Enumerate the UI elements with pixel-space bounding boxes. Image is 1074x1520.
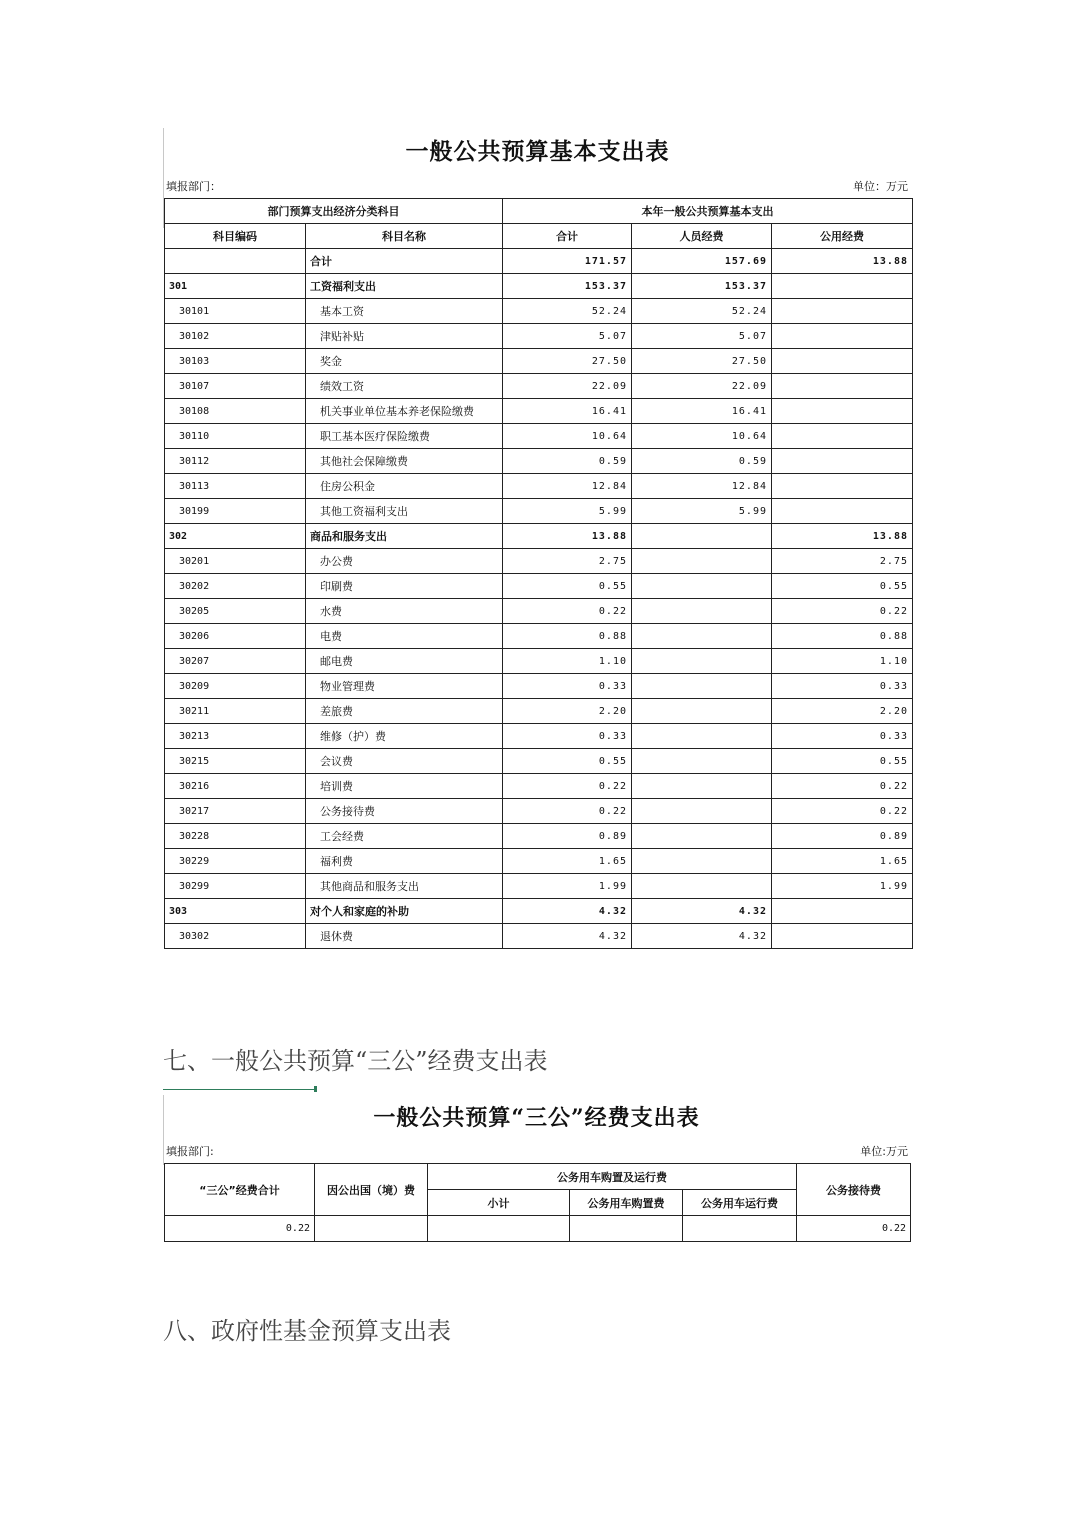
table-row (165, 549, 913, 574)
cell-total: 0.89 (503, 824, 632, 849)
cell-name: 其他商品和服务支出 (306, 874, 503, 899)
cell-personnel: 52.24 (632, 299, 772, 324)
cell-total: 1.65 (503, 849, 632, 874)
cell-total: 0.22 (503, 599, 632, 624)
cell-code: 30215 (165, 749, 306, 774)
table-row (165, 849, 913, 874)
table-row (165, 749, 913, 774)
cell-public: 0.22 (772, 599, 913, 624)
cell-total: 2.75 (503, 549, 632, 574)
header-economic-classification: 部门预算支出经济分类科目 (165, 199, 503, 224)
cell-total: 0.22 (503, 799, 632, 824)
cell-name: 培训费 (306, 774, 503, 799)
cell-public: 0.22 (772, 799, 913, 824)
cell-total: 0.59 (503, 449, 632, 474)
cell-name: 福利费 (306, 849, 503, 874)
cell-name: 会议费 (306, 749, 503, 774)
cell-name: 基本工资 (306, 299, 503, 324)
cell-name: 职工基本医疗保险缴费 (306, 424, 503, 449)
table-row (165, 399, 913, 424)
cell-code: 30211 (165, 699, 306, 724)
cell-public: 0.55 (772, 749, 913, 774)
cell-code: 30199 (165, 499, 306, 524)
cell-code: 302 (165, 524, 306, 549)
cell-personnel: 16.41 (632, 399, 772, 424)
cell-name: 工资福利支出 (306, 274, 503, 299)
three-public-expenses-table (164, 1163, 911, 1242)
cell-total: 2.20 (503, 699, 632, 724)
cell-total: 5.99 (503, 499, 632, 524)
cell-code: 30213 (165, 724, 306, 749)
cell-code: 30112 (165, 449, 306, 474)
table-row (165, 249, 913, 274)
cell-public (772, 449, 913, 474)
cell-public (772, 899, 913, 924)
table1-unit-label: 单位：万元 (853, 180, 908, 193)
table-row (165, 924, 913, 949)
cell-public (772, 924, 913, 949)
cell-reception: 0.22 (797, 1216, 911, 1242)
table2-title: 一般公共预算“三公”经费支出表 (373, 1105, 700, 1131)
cell-total: 16.41 (503, 399, 632, 424)
cell-personnel (632, 724, 772, 749)
cell-public: 1.10 (772, 649, 913, 674)
cell-total: 5.07 (503, 324, 632, 349)
cell-total: 0.33 (503, 674, 632, 699)
cell-personnel (632, 824, 772, 849)
col-header-vehicle-operation: 公务用车运行费 (683, 1190, 797, 1216)
cell-personnel (632, 799, 772, 824)
cell-public (772, 349, 913, 374)
cell-personnel: 10.64 (632, 424, 772, 449)
cell-public: 0.89 (772, 824, 913, 849)
cell-total: 1.99 (503, 874, 632, 899)
cell-total: 52.24 (503, 299, 632, 324)
table-row (165, 349, 913, 374)
cell-name: 对个人和家庭的补助 (306, 899, 503, 924)
table-row (165, 324, 913, 349)
cell-name: 奖金 (306, 349, 503, 374)
cell-code: 30299 (165, 874, 306, 899)
table-row (165, 374, 913, 399)
cell-public: 0.33 (772, 724, 913, 749)
cell-name: 商品和服务支出 (306, 524, 503, 549)
cell-code: 30102 (165, 324, 306, 349)
cell-personnel: 12.84 (632, 474, 772, 499)
table2-unit-label: 单位:万元 (860, 1145, 908, 1158)
cell-public (772, 299, 913, 324)
cell-total: 10.64 (503, 424, 632, 449)
cell-public (772, 499, 913, 524)
cell-public: 0.88 (772, 624, 913, 649)
section8-heading: 八、政府性基金预算支出表 (163, 1317, 451, 1345)
table-row (165, 449, 913, 474)
col-header-three-public-total: “三公”经费合计 (165, 1164, 315, 1216)
cell-name: 退休费 (306, 924, 503, 949)
col-header-code: 科目编码 (165, 224, 306, 249)
cell-total: 4.32 (503, 899, 632, 924)
cell-code: 30113 (165, 474, 306, 499)
cell-code: 30205 (165, 599, 306, 624)
cell-personnel: 5.07 (632, 324, 772, 349)
cell-name: 物业管理费 (306, 674, 503, 699)
cell-code: 30108 (165, 399, 306, 424)
table-row (165, 874, 913, 899)
cell-code: 30217 (165, 799, 306, 824)
cell-total: 4.32 (503, 924, 632, 949)
cell-name: 机关事业单位基本养老保险缴费 (306, 399, 503, 424)
cell-personnel (632, 699, 772, 724)
cell-public: 13.88 (772, 524, 913, 549)
cell-personnel: 27.50 (632, 349, 772, 374)
cell-name: 水费 (306, 599, 503, 624)
cell-personnel (632, 674, 772, 699)
cell-public: 0.22 (772, 774, 913, 799)
cell-code: 301 (165, 274, 306, 299)
cell-code: 30201 (165, 549, 306, 574)
cell-total: 0.88 (503, 624, 632, 649)
table-row (165, 274, 913, 299)
cell-code: 30103 (165, 349, 306, 374)
cell-personnel: 4.32 (632, 924, 772, 949)
cell-vehicle-purchase (570, 1216, 683, 1242)
header-basic-expenditure: 本年一般公共预算基本支出 (503, 199, 913, 224)
cell-personnel (632, 874, 772, 899)
table2-dept-label: 填报部门: (166, 1145, 214, 1158)
cell-code: 30216 (165, 774, 306, 799)
cell-total: 1.10 (503, 649, 632, 674)
cell-public (772, 424, 913, 449)
cell-personnel (632, 849, 772, 874)
table-row (165, 699, 913, 724)
cell-subtotal (428, 1216, 570, 1242)
table-row (165, 649, 913, 674)
cell-public (772, 324, 913, 349)
cell-public: 0.33 (772, 674, 913, 699)
cell-public: 2.75 (772, 549, 913, 574)
cell-name: 住房公积金 (306, 474, 503, 499)
cell-code: 30209 (165, 674, 306, 699)
table-row (165, 799, 913, 824)
cell-total: 13.88 (503, 524, 632, 549)
cell-total: 0.22 (503, 774, 632, 799)
cell-personnel: 4.32 (632, 899, 772, 924)
cell-name: 工会经费 (306, 824, 503, 849)
cell-public: 13.88 (772, 249, 913, 274)
cell-code: 30207 (165, 649, 306, 674)
cell-total: 0.55 (503, 749, 632, 774)
section-rule (163, 1089, 315, 1090)
section7-heading: 七、一般公共预算“三公”经费支出表 (163, 1047, 548, 1075)
cell-total: 0.55 (503, 574, 632, 599)
cell-public (772, 399, 913, 424)
cell-personnel (632, 774, 772, 799)
col-header-vehicle-group: 公务用车购置及运行费 (428, 1164, 797, 1190)
table-row (165, 574, 913, 599)
table-row (165, 824, 913, 849)
table1-title: 一般公共预算基本支出表 (405, 138, 670, 165)
col-header-personnel: 人员经费 (632, 224, 772, 249)
cell-personnel: 0.59 (632, 449, 772, 474)
col-header-name: 科目名称 (306, 224, 503, 249)
table-row (165, 499, 913, 524)
table-row (165, 474, 913, 499)
cell-public: 0.55 (772, 574, 913, 599)
table-row (165, 599, 913, 624)
cell-name: 印刷费 (306, 574, 503, 599)
table-row (165, 774, 913, 799)
cell-total: 153.37 (503, 274, 632, 299)
cell-public: 2.20 (772, 699, 913, 724)
cell-name: 津贴补贴 (306, 324, 503, 349)
cell-personnel (632, 549, 772, 574)
cell-name: 合计 (306, 249, 503, 274)
table-row (165, 624, 913, 649)
table-row (165, 724, 913, 749)
cell-total: 0.33 (503, 724, 632, 749)
cell-name: 邮电费 (306, 649, 503, 674)
cell-public (772, 274, 913, 299)
cell-total: 22.09 (503, 374, 632, 399)
cell-code: 30101 (165, 299, 306, 324)
cell-code (165, 249, 306, 274)
cell-code: 30228 (165, 824, 306, 849)
cell-code: 30110 (165, 424, 306, 449)
cell-total: 12.84 (503, 474, 632, 499)
cell-name: 差旅费 (306, 699, 503, 724)
cell-name: 其他工资福利支出 (306, 499, 503, 524)
cell-code: 303 (165, 899, 306, 924)
cell-public: 1.99 (772, 874, 913, 899)
table1-dept-label: 填报部门： (166, 180, 221, 193)
col-header-vehicle-purchase: 公务用车购置费 (570, 1190, 683, 1216)
col-header-total: 合计 (503, 224, 632, 249)
table-row (165, 674, 913, 699)
cell-personnel (632, 749, 772, 774)
table-row (165, 524, 913, 549)
table-row (165, 899, 913, 924)
cell-personnel (632, 624, 772, 649)
cell-total: 171.57 (503, 249, 632, 274)
basic-expenditure-table (164, 198, 913, 949)
cell-vehicle-operation (683, 1216, 797, 1242)
cell-name: 电费 (306, 624, 503, 649)
cell-personnel (632, 599, 772, 624)
table-row (165, 299, 913, 324)
cell-personnel: 5.99 (632, 499, 772, 524)
cell-personnel: 153.37 (632, 274, 772, 299)
cell-name: 维修（护）费 (306, 724, 503, 749)
cell-name: 其他社会保障缴费 (306, 449, 503, 474)
table-row (165, 424, 913, 449)
section-rule-end (314, 1086, 317, 1092)
cell-total: 27.50 (503, 349, 632, 374)
cell-personnel (632, 524, 772, 549)
cell-personnel: 157.69 (632, 249, 772, 274)
cell-personnel (632, 574, 772, 599)
cell-three-public-total: 0.22 (165, 1216, 315, 1242)
cell-code: 30107 (165, 374, 306, 399)
cell-personnel (632, 649, 772, 674)
col-header-abroad: 因公出国（境）费 (315, 1164, 428, 1216)
cell-public: 1.65 (772, 849, 913, 874)
col-header-subtotal: 小计 (428, 1190, 570, 1216)
col-header-reception: 公务接待费 (797, 1164, 911, 1216)
cell-personnel: 22.09 (632, 374, 772, 399)
cell-public (772, 474, 913, 499)
cell-code: 30302 (165, 924, 306, 949)
cell-name: 公务接待费 (306, 799, 503, 824)
cell-public (772, 374, 913, 399)
cell-name: 绩效工资 (306, 374, 503, 399)
cell-abroad (315, 1216, 428, 1242)
cell-code: 30229 (165, 849, 306, 874)
cell-name: 办公费 (306, 549, 503, 574)
cell-code: 30206 (165, 624, 306, 649)
col-header-public: 公用经费 (772, 224, 913, 249)
cell-code: 30202 (165, 574, 306, 599)
